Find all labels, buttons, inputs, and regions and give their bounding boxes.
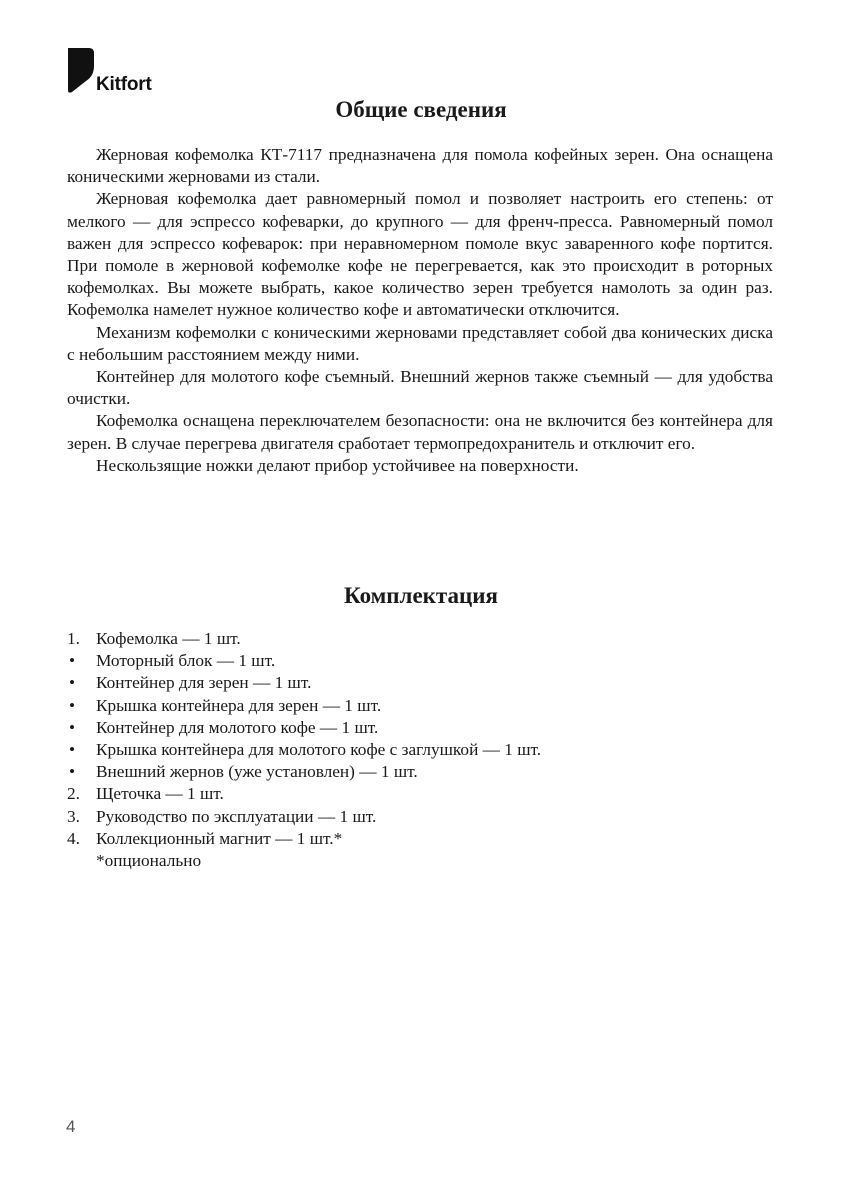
kit-item-number: 3. [67,806,80,826]
bullet-icon: • [69,651,76,671]
kit-subitem-text: Контейнер для зерен — 1 шт. [96,673,312,693]
kit-list [67,628,773,650]
general-paragraph: Нескользящие ножки делают прибор устойчивее на поверхности. [96,455,579,475]
kitfort-tag-icon [68,48,94,94]
kit-title: Комплектация [344,583,498,608]
kit-subitem-text: Внешний жернов (уже установлен) — 1 шт. [96,762,418,782]
kit-subitem [67,717,773,739]
general-section [67,144,773,477]
kit-footnote: *опционально [96,851,202,871]
bullet-icon: • [69,717,76,737]
general-paragraph: Кофемолка оснащена переключателем безопасности: она не включится без контейнера для зерен. В случае перегрева двигателя сработает термопредохранитель и отключит его. [67,411,773,453]
kit-subitem [67,650,773,672]
kit-item-text: Щеточка — 1 шт. [96,784,224,804]
general-paragraph: Жерновая кофемолка дает равномерный помол и позволяет настроить его степень: от мелкого — для эспрессо кофеварки, до крупного — для френч-пресса. Равномерный помол важен для эспрессо кофеварок: при неравномерном помоле вкус заваренного кофе портится. При помоле в жерновой кофемолке кофе не перегревается, как это происходит в роторных кофемолках. Вы можете выбрать, какое количество зерен требуется намолоть за один раз. Кофемолка намелет нужное количество кофе и автоматически отключится. [67,189,773,320]
kit-subitem [67,695,773,717]
kit-item [67,806,773,828]
page-number: 4 [66,1117,76,1136]
kit-subitem [67,761,773,783]
kit-item-text: Кофемолка — 1 шт. [96,629,241,648]
kit-item-number: 1. [67,629,80,648]
kit-subitem-text: Крышка контейнера для молотого кофе с заглушкой — 1 шт. [96,740,542,760]
brand-logo [68,48,168,98]
bullet-icon: • [69,695,76,715]
kit-item [67,628,773,650]
bullet-icon: • [69,673,76,693]
kit-list-continued [67,783,773,850]
kit-section [67,628,773,872]
kit-subitem [67,739,773,761]
kit-subitem-text: Моторный блок — 1 шт. [96,651,276,671]
general-title: Общие сведения [335,97,507,122]
kit-subitem [67,672,773,694]
kit-item-number: 4. [67,828,80,848]
kit-subitem-text: Крышка контейнера для зерен — 1 шт. [96,695,382,715]
kit-item [67,828,773,850]
general-paragraph: Контейнер для молотого кофе съемный. Внешний жернов также съемный — для удобства очистки. [67,367,773,409]
kit-sublist [67,650,773,783]
bullet-icon: • [69,740,76,760]
kit-item-text: Руководство по эксплуатации — 1 шт. [96,806,377,826]
kit-item-number: 2. [67,784,80,804]
bullet-icon: • [69,762,76,782]
kit-subitem-text: Контейнер для молотого кофе — 1 шт. [96,717,379,737]
brand-name: Kitfort [96,74,152,95]
general-paragraph: Механизм кофемолки с коническими жерновами представляет собой два конических диска с небольшим расстоянием между ними. [67,322,773,364]
kit-item [67,783,773,805]
general-paragraph: Жерновая кофемолка КТ-7117 предназначена для помола кофейных зерен. Она оснащена коническими жерновами из стали. [67,145,773,187]
kit-item-text: Коллекционный магнит — 1 шт.* [96,828,343,848]
